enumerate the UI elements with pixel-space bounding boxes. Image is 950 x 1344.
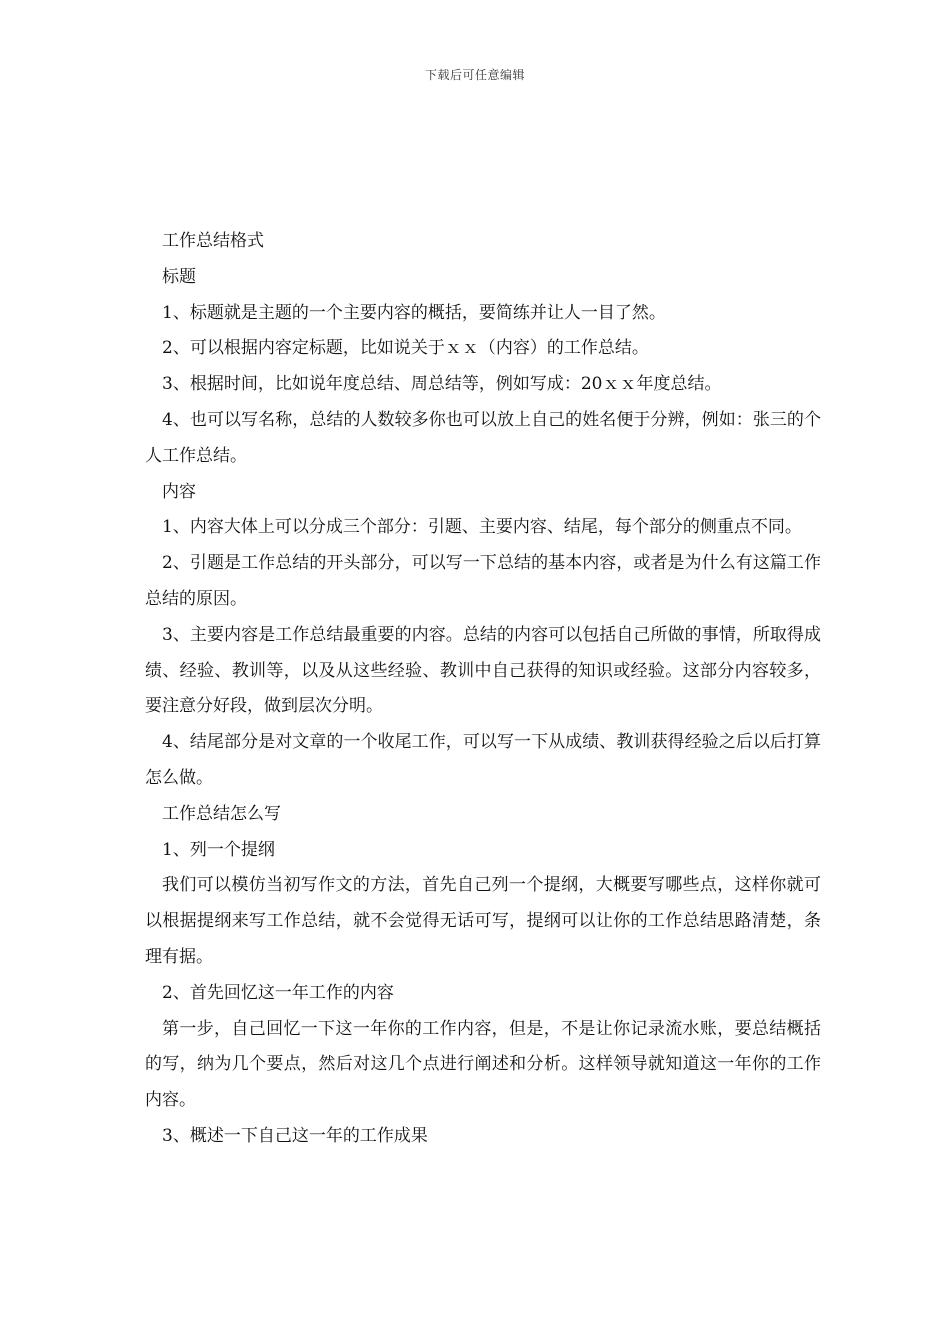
section-title-heading: 标题 xyxy=(162,266,196,287)
paragraph: 2、可以根据内容定标题，比如说关于ｘｘ（内容）的工作总结。 xyxy=(162,338,649,359)
header-note: 下载后可任意编辑 xyxy=(424,68,525,82)
section-content-heading: 内容 xyxy=(162,481,196,502)
paragraph: 4、也可以写名称，总结的人数较多你也可以放上自己的姓名便于分辨，例如：张三的个人工作总结。 xyxy=(145,409,821,466)
paragraph: 第一步，自己回忆一下这一年你的工作内容，但是，不是让你记录流水账，要总结概括的写，纳为几个要点，然后对这几个点进行阐述和分析。这样领导就知道这一年你的工作内容。 xyxy=(145,1018,821,1111)
paragraph: 我们可以模仿当初写作文的方法，首先自己列一个提纲，大概要写哪些点，这样你就可以根据提纲来写工作总结，就不会觉得无话可写，提纲可以让你的工作总结思路清楚，条理有据。 xyxy=(145,875,821,967)
section-howto-heading: 工作总结怎么写 xyxy=(162,803,281,824)
paragraph: 1、内容大体上可以分成三个部分：引题、主要内容、结尾，每个部分的侧重点不同。 xyxy=(162,517,802,538)
subheading: 2、首先回忆这一年工作的内容 xyxy=(162,982,394,1003)
subheading: 3、概述一下自己这一年的工作成果 xyxy=(162,1125,428,1146)
paragraph: 4、结尾部分是对文章的一个收尾工作，可以写一下从成绩、教训获得经验之后以后打算怎么做。 xyxy=(145,732,821,788)
paragraph: 3、主要内容是工作总结最重要的内容。总结的内容可以包括自己所做的事情，所取得成绩、经验、教训等，以及从这些经验、教训中自己获得的知识或经验。这部分内容较多，要注意分好段，做到层次分明。 xyxy=(145,624,821,717)
paragraph: 1、标题就是主题的一个主要内容的概括，要简练并让人一目了然。 xyxy=(162,302,666,323)
paragraph: 3、根据时间，比如说年度总结、周总结等，例如写成：20ｘｘ年度总结。 xyxy=(162,374,722,395)
subheading: 1、列一个提纲 xyxy=(162,839,275,860)
document-body xyxy=(145,224,821,1155)
paragraph: 2、引题是工作总结的开头部分，可以写一下总结的基本内容，或者是为什么有这篇工作总结的原因。 xyxy=(145,553,821,609)
doc-heading-format: 工作总结格式 xyxy=(162,231,264,251)
